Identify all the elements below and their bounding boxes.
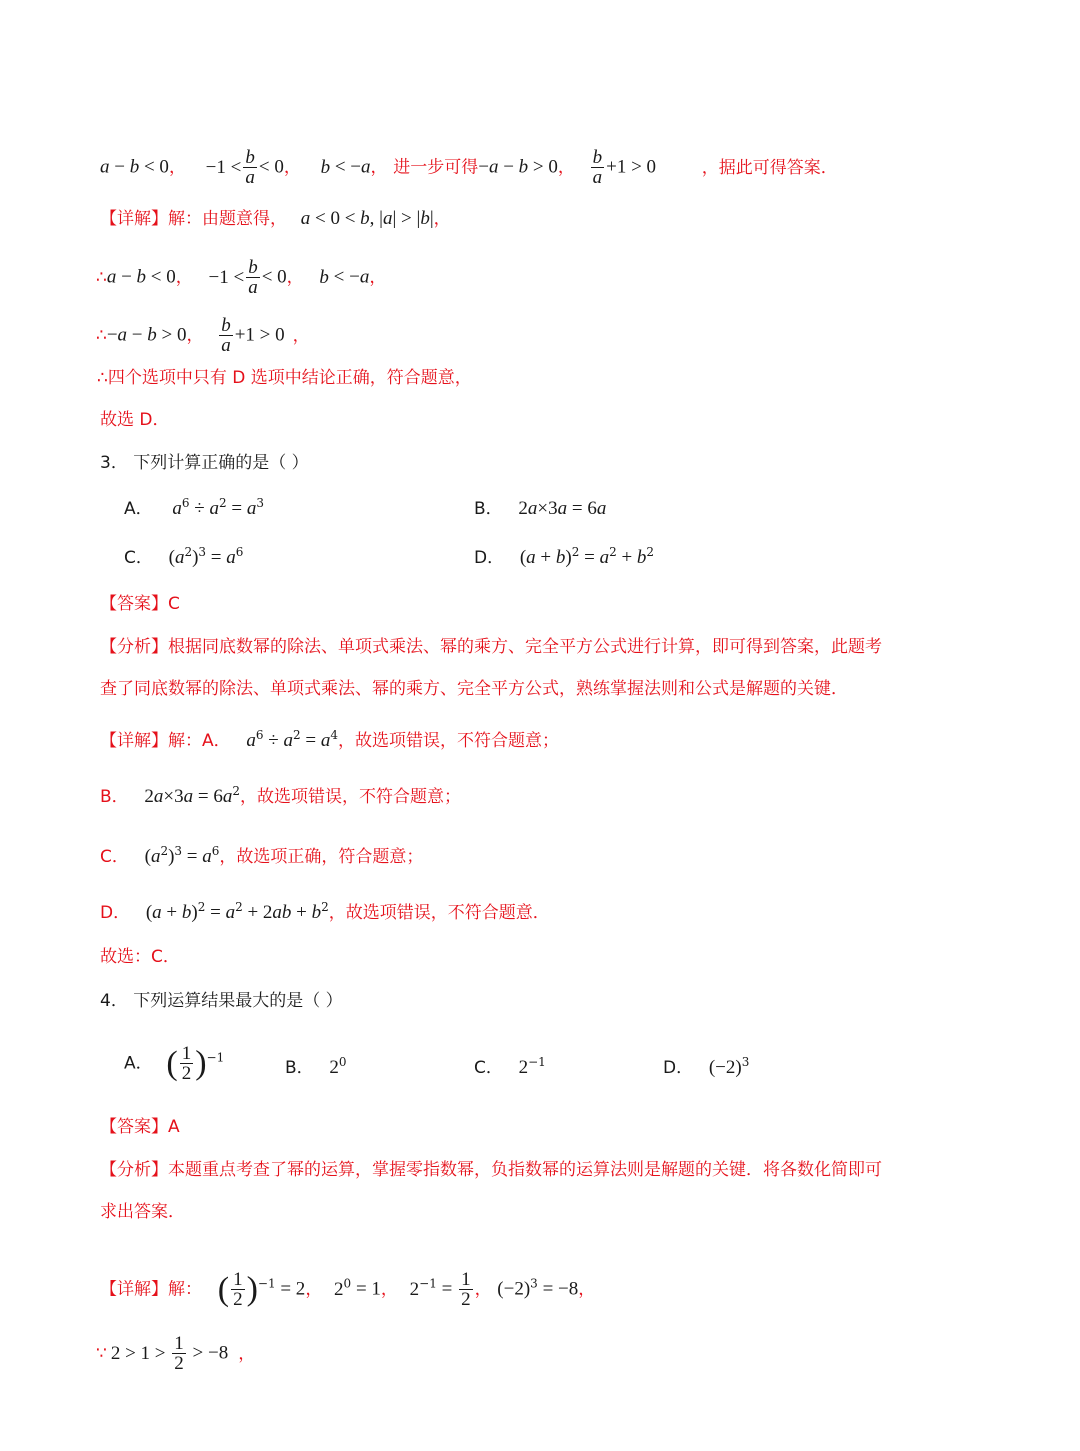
- q3-answer: 【答案】C: [100, 594, 180, 614]
- q4-detail: 【详解】解： ( $\frac{1}{2}$ )$^{-1}$ = 2， $2^0 = 1$， $2^{-1}$ = $\frac{1}{2}$ ， $(-2)^3 = -8$，: [100, 1269, 596, 1310]
- fraction-one-half: $\frac{1}{2}$: [181, 1043, 192, 1084]
- q3-option-a: A． $a^6 \div a^2 = a^3$: [124, 496, 264, 519]
- q3-analysis-line-1: 【分析】根据同底数幂的除法、单项式乘法、幂的乘方、完全平方公式进行计算，即可得到答案，此题考: [100, 637, 882, 657]
- fraction-one-half: $\frac{1}{2}$: [233, 1269, 243, 1310]
- q4-answer: 【答案】A: [100, 1117, 180, 1137]
- q4-analysis-line-1: 【分析】本题重点考查了幂的运算，掌握零指数幂，负指数幂的运算法则是解题的关键．将各数化简即可: [100, 1160, 882, 1180]
- fraction-b-over-a: $\frac{b}{a}$: [221, 315, 231, 356]
- q3-detail-a: 【详解】解：A． $a^6 \div a^2 = a^4$，故选项错误，不符合题意；: [100, 728, 559, 751]
- q3-detail-b: B． $2a\times 3a = 6a^2$，故选项错误，不符合题意；: [100, 784, 461, 807]
- fraction-one-half: $\frac{1}{2}$: [174, 1333, 184, 1374]
- fraction-b-over-a: $\frac{b}{a}$: [245, 147, 255, 188]
- q4-compare: ∵ 2 > 1 > $\frac{1}{2}$ > −8 ，: [96, 1333, 256, 1374]
- fraction-b-over-a: $\frac{b}{a}$: [592, 147, 603, 188]
- line-4: ∴−a − b > 0， $\frac{b}{a}$ +1 > 0 ，: [96, 315, 310, 356]
- line-1: a − b < 0， −1 < $\frac{b}{a}$ < 0， b < −a， 进一步可得−a − b > 0， $\frac{b}{a}$ +1 > 0 ，据此可得答案．: [100, 147, 838, 188]
- q3-stem: 3． 下列计算正确的是（ ）: [100, 453, 309, 473]
- q4-analysis-line-2: 求出答案．: [100, 1202, 185, 1222]
- q3-detail-d: D． $(a + b)^2 = a^2 + 2ab + b^2$，故选项错误，不符合题意．: [100, 900, 550, 923]
- line-3: ∴a − b < 0， −1 < $\frac{b}{a}$ < 0， b < −a，: [96, 257, 387, 298]
- detail-line-1: 【详解】解：由题意得， a < 0 < b, |a| > |b|，: [100, 208, 451, 229]
- q3-option-d: D． $(a + b)^2 = a^2 + b^2$: [474, 545, 655, 568]
- q4-option-b: B． $2^0$: [285, 1055, 347, 1078]
- q3-option-c: C． $(a^2)^3 = a^6$: [124, 545, 244, 568]
- line-6: 故选 D．: [100, 410, 170, 430]
- q3-detail-c: C． $(a^2)^3 = a^6$，故选项正确，符合题意；: [100, 844, 424, 867]
- q4-option-d: D． $(-2)^3$: [663, 1055, 750, 1078]
- fraction-one-half: $\frac{1}{2}$: [461, 1269, 471, 1310]
- fraction-b-over-a: $\frac{b}{a}$: [248, 257, 258, 298]
- q4-stem: 4． 下列运算结果最大的是（ ）: [100, 991, 343, 1011]
- q3-choose: 故选：C．: [100, 947, 180, 967]
- math-a-minus-b: a: [100, 156, 110, 178]
- q4-option-a: A． ( $\frac{1}{2}$ )$^{-1}$: [124, 1043, 225, 1084]
- q4-option-c: C． $2^{-1}$: [474, 1055, 546, 1078]
- line-5: ∴四个选项中只有 D 选项中结论正确，符合题意，: [97, 368, 472, 388]
- q3-option-b: B． 2a×3a = 6a: [474, 498, 607, 519]
- q3-analysis-line-2: 查了同底数幂的除法、单项式乘法、幂的乘方、完全平方公式，熟练掌握法则和公式是解题的关键．: [100, 679, 848, 699]
